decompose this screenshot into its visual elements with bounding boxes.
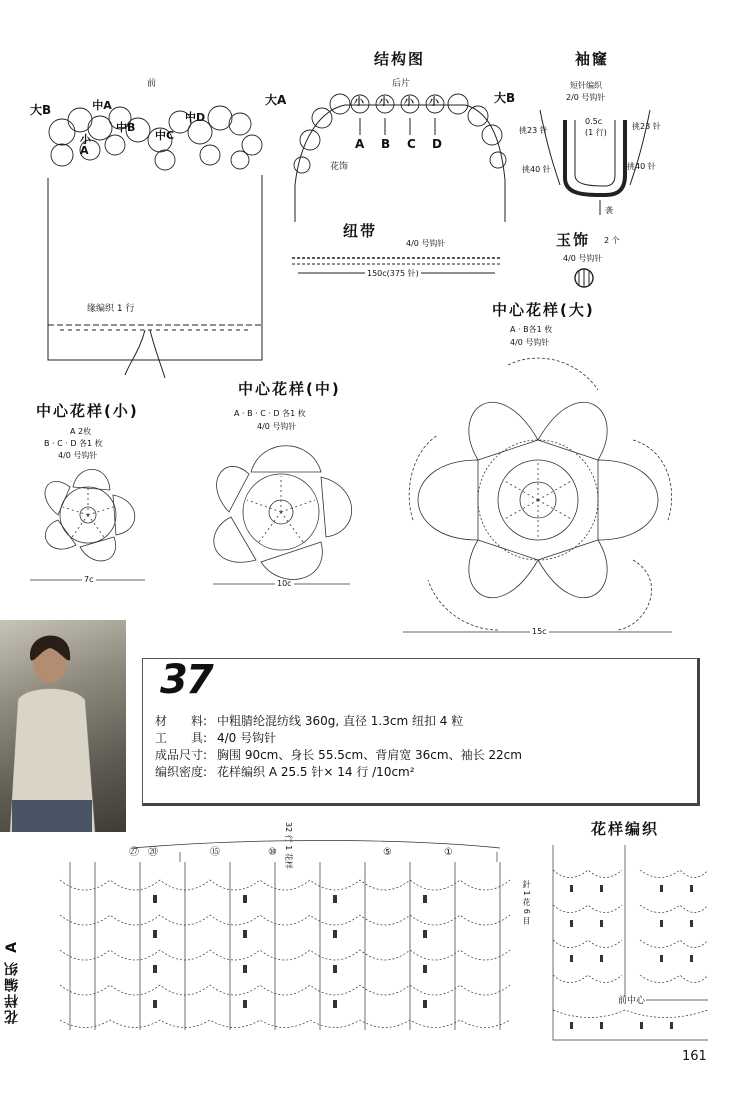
small-char-2: 小 [379, 97, 389, 108]
small-char-4: 小 [429, 97, 439, 108]
sleeve-note-2: 2/0 号钩针 [566, 93, 606, 102]
letter-d: D [432, 137, 442, 151]
flower-large-hook: 4/0 号钩针 [510, 338, 550, 347]
small-char-3: 小 [404, 97, 414, 108]
material-value: 中粗腈纶混纺线 360g, 直径 1.3cm 纽扣 4 粒 [217, 714, 464, 728]
flower-medium-hook: 4/0 号钩针 [257, 422, 297, 431]
mid-a-label: 中A [92, 99, 112, 112]
row-marker-20: ⑳ [148, 847, 158, 858]
row-marker-27: ㉗ [129, 847, 139, 858]
small-char-1: 小 [354, 97, 364, 108]
sleeve-center-top: 0.5c [585, 117, 603, 126]
sleeve-fold: 袭 [605, 206, 613, 215]
row-marker-1: ① [444, 847, 453, 858]
flower-small-hook: 4/0 号钩针 [58, 451, 98, 460]
sleeve-right-up: 挑23 针 [632, 122, 661, 131]
big-a-label: 大A [265, 93, 287, 107]
flower-small-count-1: A 2枚 [70, 427, 92, 436]
mid-b-label: 中B [116, 121, 136, 134]
ball-hook: 4/0 号钩针 [563, 254, 603, 263]
material-key: 材 料: [155, 714, 208, 728]
row-marker-5: ⑤ [383, 847, 392, 858]
chart-b-title: 花样编织 [591, 820, 660, 838]
flower-small-title: 中心花样(小) [36, 402, 139, 420]
row-marker-15: ⑮ [210, 847, 220, 858]
flower-deco-label: 花饰 [330, 162, 349, 172]
size-key: 成品尺寸: [155, 748, 208, 762]
size-value: 胸围 90cm、身长 55.5cm、背肩宽 36cm、袖长 22cm [217, 748, 522, 762]
big-b-label-left: 大B [30, 103, 52, 117]
sleeve-left-low: 挑40 针 [522, 165, 551, 174]
sleeve-center-bot: (1 行) [585, 128, 607, 137]
flower-medium-title: 中心花样(中) [238, 380, 341, 398]
big-b-label-right: 大B [494, 91, 516, 105]
tool-key: 工 具: [155, 731, 208, 745]
tool-value: 4/0 号钩针 [217, 731, 277, 745]
structure-title: 结构图 [374, 50, 426, 68]
flower-large-title: 中心花样(大) [492, 301, 595, 319]
letter-a: A [355, 137, 365, 151]
chart-a-repeat-top: 32 行 1 花样 [284, 822, 293, 869]
small-a-label: 小A [80, 133, 91, 157]
flower-medium-count: A · B · C · D 各1 枚 [234, 409, 306, 418]
edge-note: 缘编织 1 行 [87, 304, 135, 314]
flower-large-size: 15c [532, 627, 547, 636]
flower-small-size: 7c [84, 575, 94, 584]
ribbon-title: 纽带 [343, 222, 378, 240]
flower-medium-size: 10c [277, 579, 292, 588]
sleeve-left-up: 挑23 针 [519, 126, 548, 135]
pattern-number: 37 [160, 657, 212, 703]
row-marker-10: ⑩ [268, 847, 277, 858]
mid-d-label: 中D [185, 111, 206, 124]
sleeve-right-low: 挑40 针 [627, 162, 656, 171]
flower-small-count-2: B · C · D 各1 枚 [44, 439, 103, 448]
chart-a-repeat-side: 針 1 花 6 目 [522, 880, 531, 925]
letter-b: B [381, 137, 391, 151]
ball-title: 玉饰 [556, 231, 591, 249]
density-key: 编织密度: [155, 765, 208, 779]
ribbon-length: 150c(375 针) [367, 269, 419, 278]
front-label: 前 [147, 79, 157, 89]
mid-c-label: 中C [155, 129, 175, 142]
page-number: 161 [682, 1049, 707, 1064]
chart-b-center: 前中心 [618, 996, 646, 1006]
sleeve-note-1: 短针编织 [570, 81, 602, 90]
letter-c: C [407, 137, 416, 151]
density-value: 花样编织 A 25.5 针× 14 行 /10cm² [217, 765, 415, 779]
ribbon-hook: 4/0 号钩针 [406, 239, 446, 248]
ball-count: 2 个 [604, 236, 620, 245]
chart-a-title: 花样编织 A [4, 940, 20, 1024]
back-label: 后片 [392, 79, 411, 89]
flower-large-count: A · B各1 枚 [510, 325, 553, 334]
sleeve-title: 袖窿 [575, 50, 610, 68]
